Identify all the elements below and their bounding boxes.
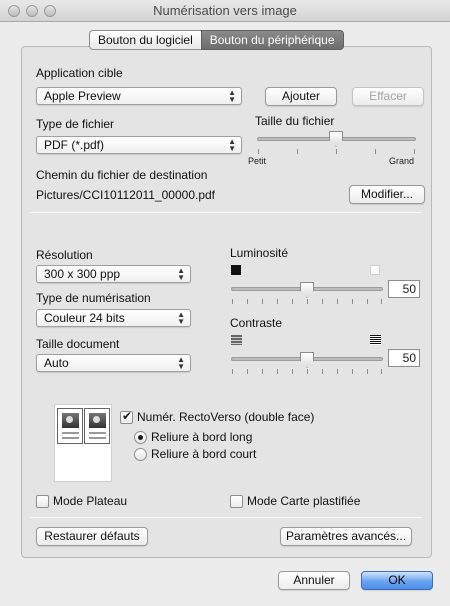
scan-type-value: Couleur 24 bits xyxy=(44,311,125,325)
resolution-select[interactable] xyxy=(36,265,191,283)
updown-arrows-icon: ▲ ▼ xyxy=(228,137,236,153)
target-app-label: Application cible xyxy=(36,66,123,80)
duplex-checkbox[interactable] xyxy=(120,411,133,424)
brightness-value-field[interactable]: 50 xyxy=(388,280,420,298)
advanced-settings-button[interactable]: Paramètres avancés... xyxy=(280,527,412,546)
short-edge-binding-label: Reliure à bord court xyxy=(151,447,257,461)
tab-device-button[interactable]: Bouton du périphérique xyxy=(201,30,344,50)
long-edge-binding-label: Reliure à bord long xyxy=(151,430,253,444)
contrast-ticks xyxy=(232,369,382,375)
updown-arrows-icon: ▲ ▼ xyxy=(177,266,185,282)
scan-type-select[interactable] xyxy=(36,309,191,327)
document-size-value: Auto xyxy=(44,356,69,370)
target-app-value: Apple Preview xyxy=(44,89,121,103)
contrast-value-field[interactable]: 50 xyxy=(388,349,420,367)
scan-type-label: Type de numérisation xyxy=(36,291,151,305)
flatbed-mode-checkbox[interactable] xyxy=(36,495,49,508)
low-contrast-icon xyxy=(231,335,242,345)
restore-defaults-button[interactable]: Restaurer défauts xyxy=(36,527,148,546)
duplex-label: Numér. RectoVerso (double face) xyxy=(137,410,315,424)
destination-label: Chemin du fichier de destination xyxy=(36,168,208,182)
white-square-icon xyxy=(370,265,380,275)
flatbed-mode-label: Mode Plateau xyxy=(53,494,128,508)
black-square-icon xyxy=(231,265,241,275)
zoom-window-icon[interactable] xyxy=(44,5,56,17)
target-app-select[interactable] xyxy=(36,87,242,105)
file-type-select[interactable] xyxy=(36,136,242,154)
clear-app-button[interactable]: Effacer xyxy=(352,87,424,106)
document-size-label: Taille document xyxy=(36,337,120,351)
page-front-icon xyxy=(57,408,83,444)
document-size-select[interactable] xyxy=(36,354,191,372)
tab-software-button[interactable]: Bouton du logiciel xyxy=(89,30,201,50)
file-size-max-label: Grand xyxy=(389,156,415,166)
brightness-label: Luminosité xyxy=(230,246,289,260)
updown-arrows-icon: ▲ ▼ xyxy=(177,355,185,371)
updown-arrows-icon: ▲ ▼ xyxy=(228,88,236,104)
high-contrast-icon xyxy=(370,335,381,345)
section-divider xyxy=(30,212,422,213)
destination-path: Pictures/CCI10112011_00000.pdf xyxy=(36,188,216,202)
close-window-icon[interactable] xyxy=(8,5,20,17)
long-edge-binding-radio[interactable] xyxy=(134,431,147,444)
window-title: Numérisation vers image xyxy=(153,3,297,18)
file-size-ticks xyxy=(258,149,416,155)
card-mode-label: Mode Carte plastifiée xyxy=(247,494,361,508)
file-type-value: PDF (*.pdf) xyxy=(44,138,105,152)
title-bar xyxy=(0,0,450,22)
add-app-button[interactable]: Ajouter xyxy=(265,87,337,106)
tab-bar xyxy=(89,30,344,50)
bottom-divider xyxy=(30,517,422,518)
minimize-window-icon[interactable] xyxy=(26,5,38,17)
contrast-label: Contraste xyxy=(230,316,283,330)
ok-button[interactable]: OK xyxy=(361,571,433,590)
duplex-preview-image xyxy=(54,404,112,482)
file-size-label: Taille du fichier xyxy=(255,114,335,128)
cancel-button[interactable]: Annuler xyxy=(278,571,350,590)
updown-arrows-icon: ▲ ▼ xyxy=(177,310,185,326)
card-mode-checkbox[interactable] xyxy=(230,495,243,508)
brightness-ticks xyxy=(232,299,382,305)
file-size-min-label: Petit xyxy=(248,156,267,166)
resolution-value: 300 x 300 ppp xyxy=(44,267,121,281)
modify-path-button[interactable]: Modifier... xyxy=(349,185,425,204)
page-back-icon xyxy=(84,408,110,444)
file-type-label: Type de fichier xyxy=(36,117,115,131)
resolution-label: Résolution xyxy=(36,248,93,262)
short-edge-binding-radio[interactable] xyxy=(134,448,147,461)
